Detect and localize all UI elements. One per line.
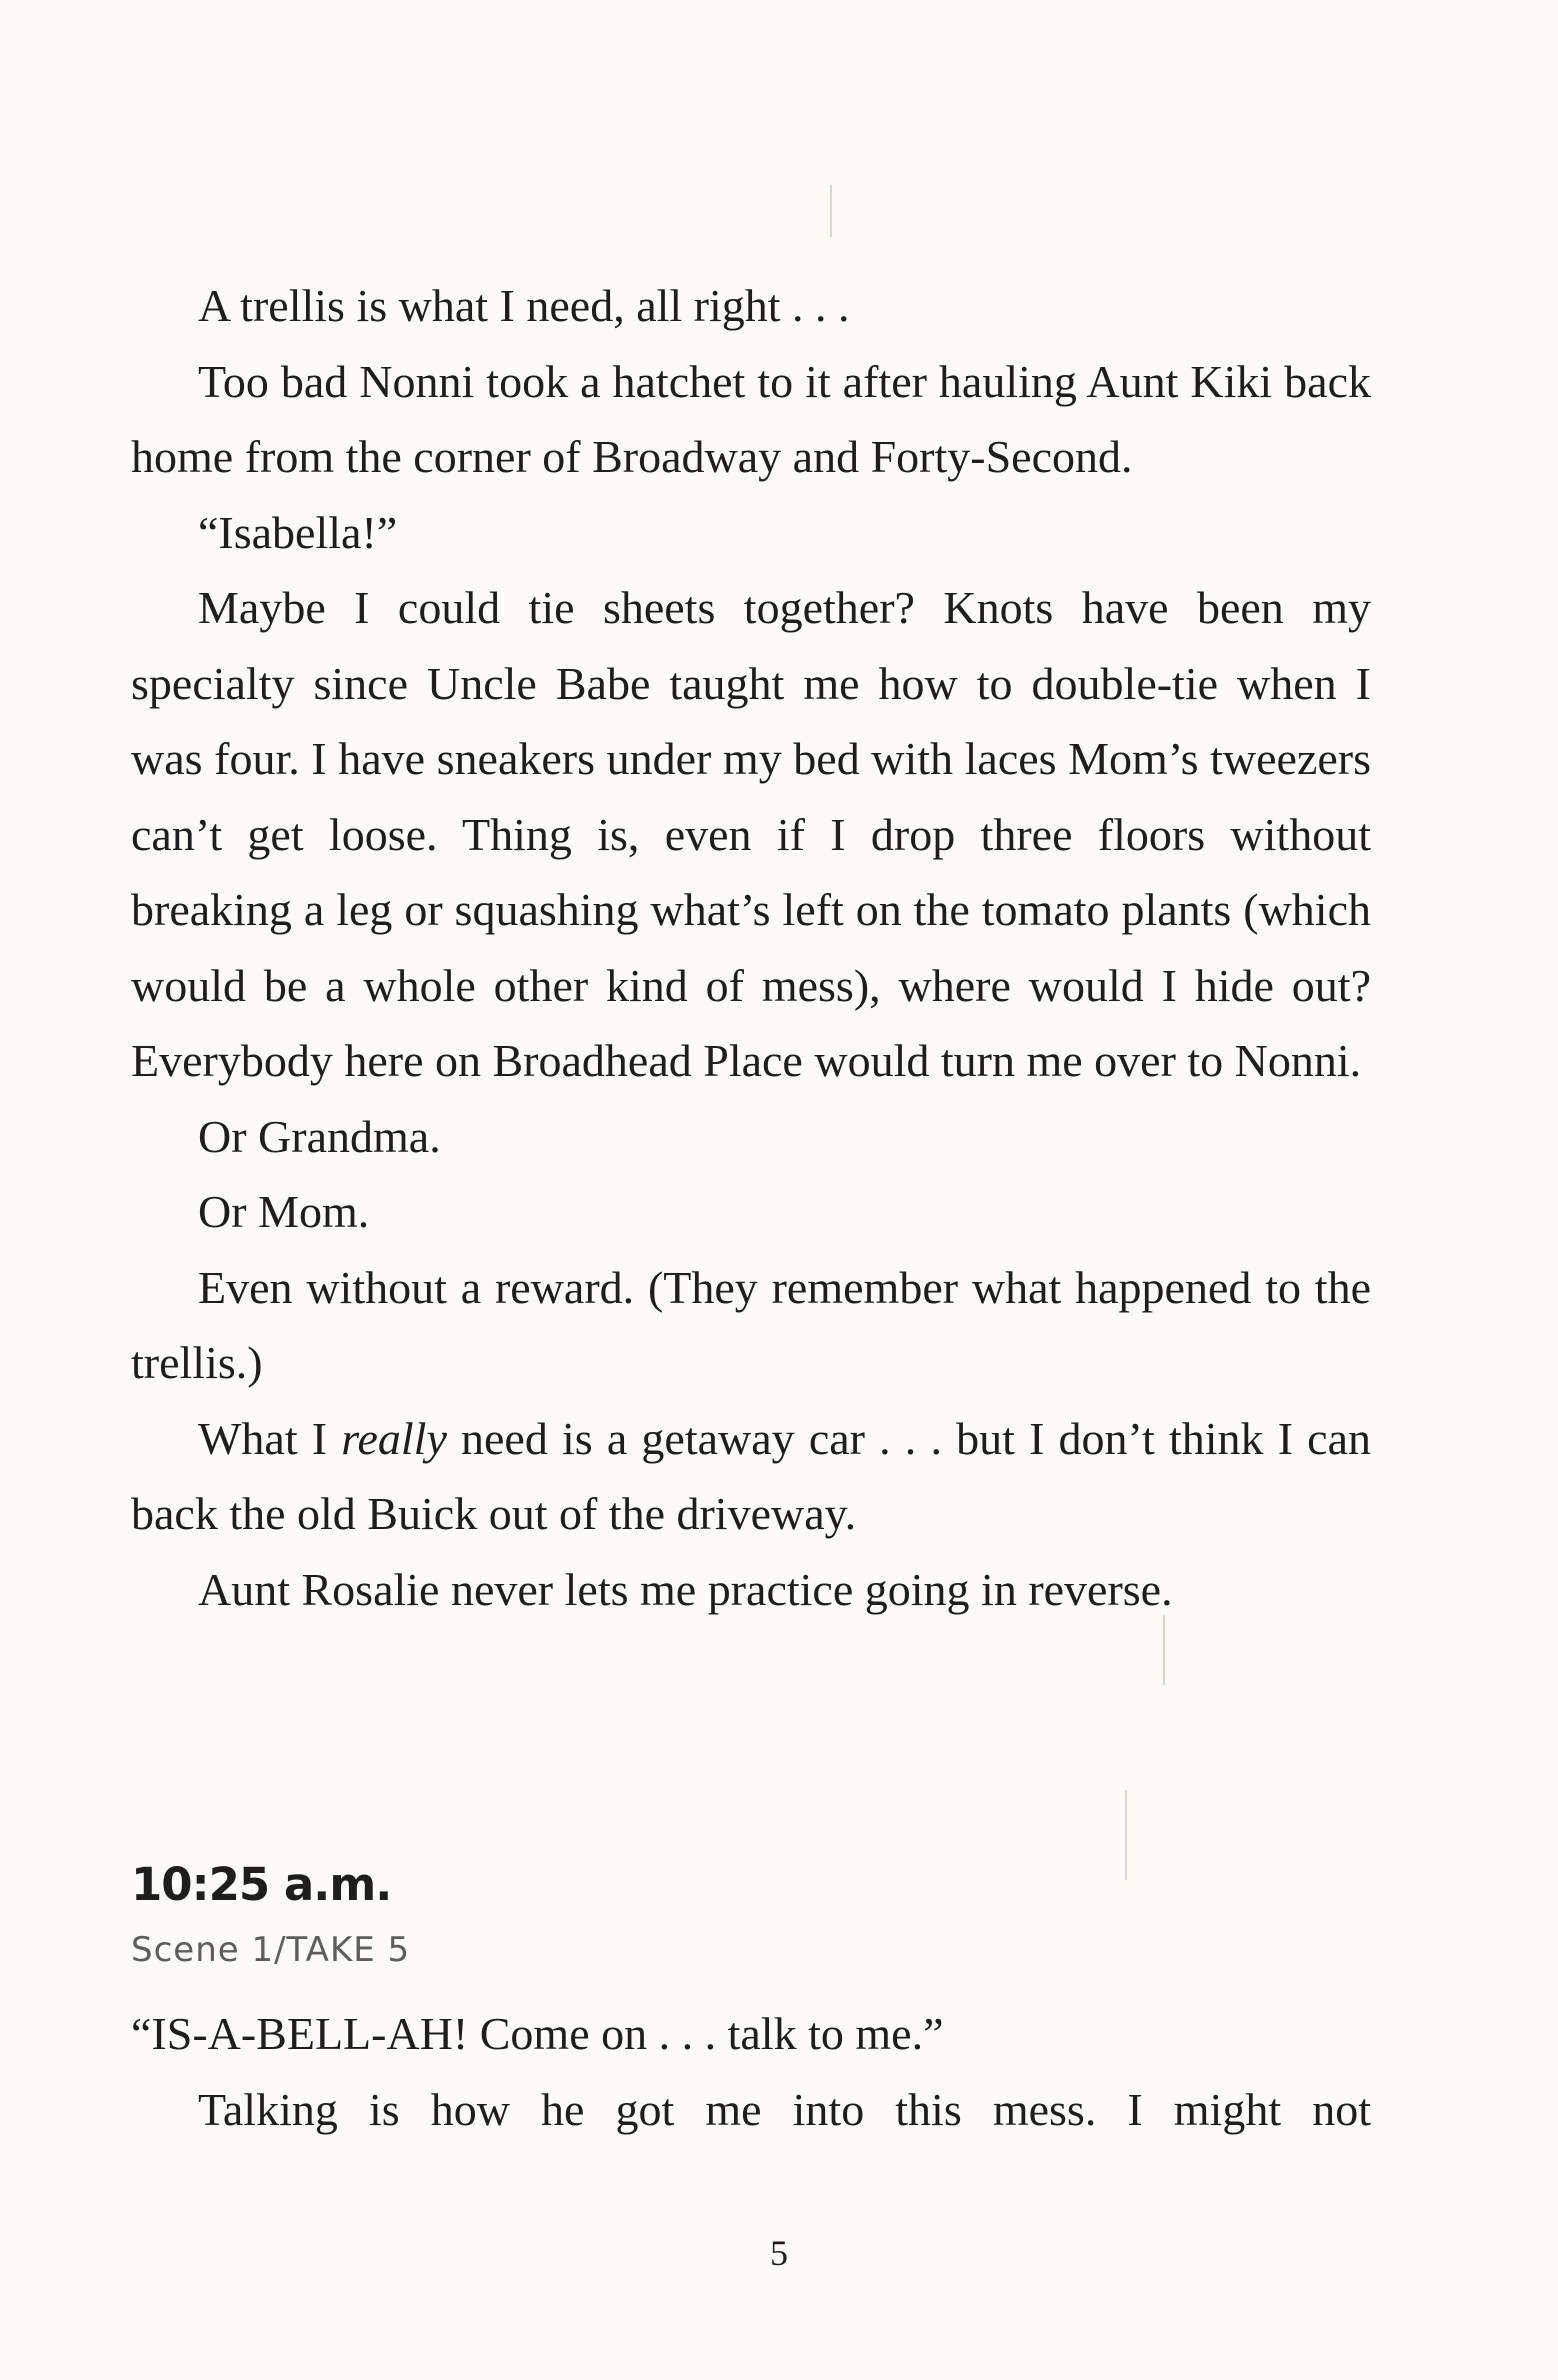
page-number: 5: [770, 2233, 788, 2273]
paragraph: Even without a reward. (They remember what happened to the trellis.): [131, 1261, 1371, 1388]
scene-label: Scene 1/TAKE 5: [131, 1930, 411, 1970]
paragraph: A trellis is what I need, all right . . .: [198, 280, 850, 331]
body-text: [131, 268, 1371, 1627]
paragraph: Talking is how he got me into this mess. I might not: [198, 2083, 1371, 2135]
paragraph: [131, 1401, 1371, 1552]
paragraph-text: need is a getaway car . . . but I don’t think I can back the old Buick out of the driveway.: [131, 1412, 1372, 1539]
scan-artifact: [830, 185, 832, 237]
emphasized-word: really: [341, 1412, 447, 1464]
paragraph: Or Mom.: [198, 1186, 370, 1237]
paragraph: “Isabella!”: [198, 506, 398, 558]
body-text-continued: [131, 1996, 1371, 2147]
paragraph-text: What I: [198, 1412, 342, 1464]
paragraph: Or Grandma.: [198, 1110, 441, 1162]
paragraph: “IS-A-BELL-AH! Come on . . . talk to me.”: [131, 2008, 944, 2059]
paragraph: Too bad Nonni took a hatchet to it after hauling Aunt Kiki back home from the corner of Broadway and Forty-Second.: [131, 355, 1371, 482]
paragraph: Aunt Rosalie never lets me practice going in reverse.: [198, 1563, 1173, 1615]
paragraph: Maybe I could tie sheets together? Knots have been my specialty since Uncle Babe taught me how to double-tie when I was four. I have sneakers under my bed with laces Mom’s tweezers can’t get loose. Thing is, even if I drop three floors without breaking a leg or squashing what’s left on the tomato plants (which would be a whole other kind of mess), where would I hide out? Everybody here on Broadhead Place would turn me over to Nonni.: [131, 582, 1371, 1086]
time-heading: 10:25 a.m.: [131, 1858, 392, 1911]
scan-artifact: [1125, 1790, 1127, 1880]
